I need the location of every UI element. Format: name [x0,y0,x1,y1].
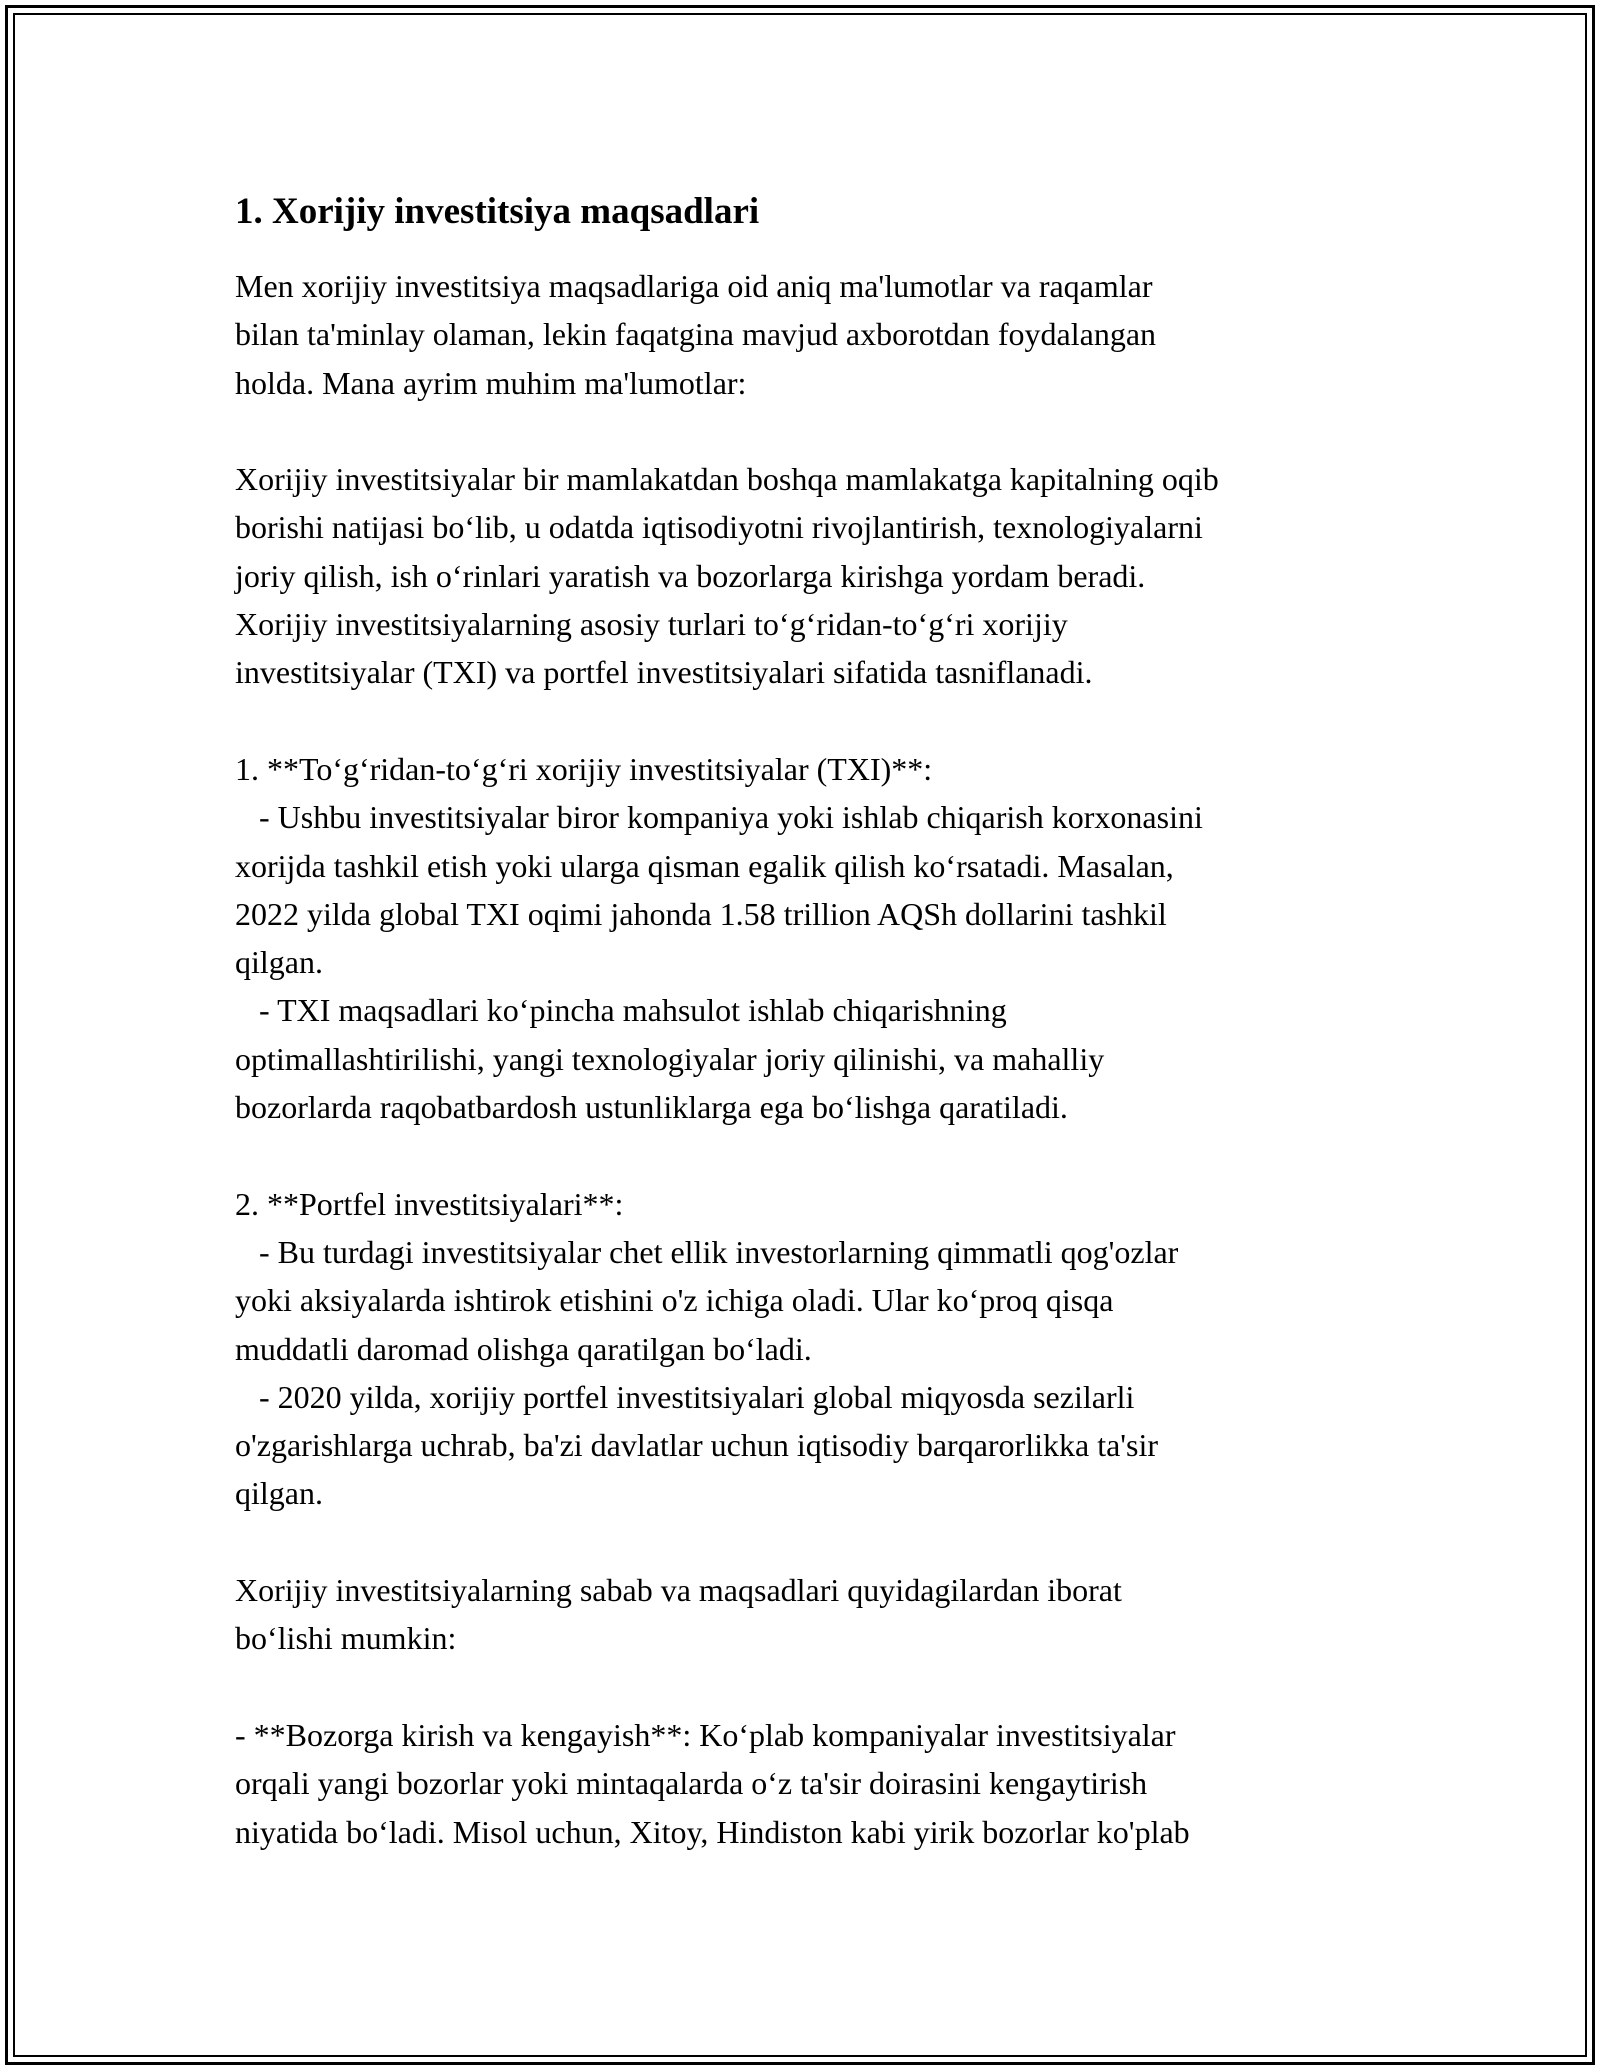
document-text [235,262,1385,1856]
text-line: 1. **To‘g‘ridan-to‘g‘ri xorijiy investitsiyalar (TXI)**: [235,750,933,787]
text-line: Xorijiy investitsiyalar bir mamlakatdan boshqa mamlakatga kapitalning oqib [235,461,1219,498]
text-line [235,407,1385,455]
document-body [235,188,1385,1856]
text-line: holda. Mana ayrim muhim ma'lumotlar: [235,364,747,401]
text-line: Xorijiy investitsiyalarning asosiy turlari to‘g‘ridan-to‘g‘ri xorijiy [235,606,1068,643]
text-line: qilgan. [235,1475,323,1512]
document-heading: 1. Xorijiy investitsiya maqsadlari [235,191,760,232]
text-line: - TXI maqsadlari ko‘pincha mahsulot ishlab chiqarishning [235,992,1007,1029]
text-line: borishi natijasi bo‘lib, u odatda iqtisodiyotni rivojlantirish, texnologiyalarni [235,509,1203,546]
text-line [235,1663,1385,1711]
text-line: yoki aksiyalarda ishtirok etishini o'z ichiga oladi. Ular ko‘proq qisqa [235,1282,1114,1319]
text-line: joriy qilish, ish o‘rinlari yaratish va bozorlarga kirishga yordam beradi. [235,557,1146,594]
text-line [235,1131,1385,1179]
text-line: optimallashtirilishi, yangi texnologiyalar joriy qilinishi, va mahalliy [235,1040,1105,1077]
text-line: bo‘lishi mumkin: [235,1620,457,1657]
text-line: bozorlarda raqobatbardosh ustunliklarga ega bo‘lishga qaratiladi. [235,1089,1068,1126]
text-line: orqali yangi bozorlar yoki mintaqalarda o‘z ta'sir doirasini kengaytirish [235,1765,1148,1802]
text-line: bilan ta'minlay olaman, lekin faqatgina mavjud axborotdan foydalangan [235,316,1157,353]
text-line: - 2020 yilda, xorijiy portfel investitsiyalari global miqyosda sezilarli [235,1378,1135,1415]
text-line: - Ushbu investitsiyalar biror kompaniya yoki ishlab chiqarish korxonasini [235,799,1203,836]
text-line: 2. **Portfel investitsiyalari**: [235,1185,624,1222]
text-line: niyatida bo‘ladi. Misol uchun, Xitoy, Hindiston kabi yirik bozorlar ko'plab [235,1813,1190,1850]
text-line: xorijda tashkil etish yoki ularga qisman egalik qilish ko‘rsatadi. Masalan, [235,847,1174,884]
text-line: investitsiyalar (TXI) va portfel investitsiyalari sifatida tasniflanadi. [235,654,1093,691]
text-line: qilgan. [235,944,323,981]
text-line: 2022 yilda global TXI oqimi jahonda 1.58 trillion AQSh dollarini tashkil [235,895,1167,932]
text-line [235,697,1385,745]
text-line: Xorijiy investitsiyalarning sabab va maqsadlari quyidagilardan iborat [235,1572,1122,1609]
text-line: - **Bozorga kirish va kengayish**: Ko‘plab kompaniyalar investitsiyalar [235,1716,1176,1753]
text-line: o'zgarishlarga uchrab, ba'zi davlatlar uchun iqtisodiy barqarorlikka ta'sir [235,1427,1159,1464]
text-line [235,1518,1385,1566]
text-line: Men xorijiy investitsiya maqsadlariga oid aniq ma'lumotlar va raqamlar [235,268,1153,304]
text-line: muddatli daromad olishga qaratilgan bo‘ladi. [235,1330,812,1367]
text-line: - Bu turdagi investitsiyalar chet ellik investorlarning qimmatli qog'ozlar [235,1233,1179,1270]
